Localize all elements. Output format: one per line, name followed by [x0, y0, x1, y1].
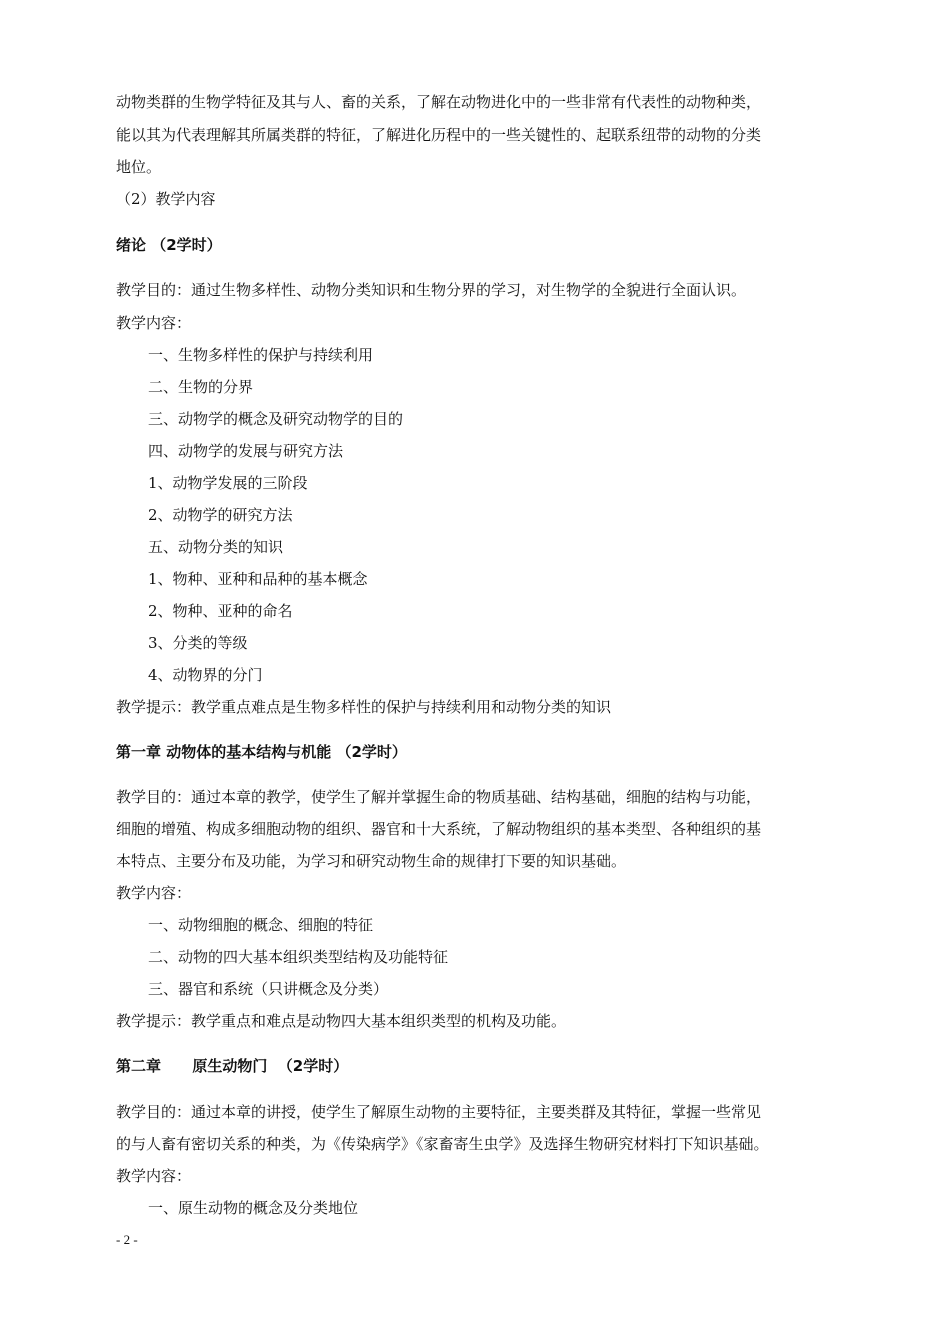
list-item: 2、动物学的研究方法	[148, 506, 293, 524]
list-item: 五、动物分类的知识	[148, 538, 284, 556]
paragraph-line: 细胞的增殖、构成多细胞动物的组织、器官和十大系统，了解动物组织的基本类型、各种组织的基	[116, 820, 762, 838]
paragraph-line: 能以其为代表理解其所属类群的特征，了解进化历程中的一些关键性的、起联系纽带的动物的分类	[116, 126, 762, 144]
list-item: 二、生物的分界	[148, 378, 254, 396]
paragraph-line: 地位。	[116, 158, 162, 176]
paragraph-line: 教学内容：	[116, 884, 192, 902]
paragraph-line: 的与人畜有密切关系的种类，为《传染病学》《家畜寄生虫学》及选择生物研究材料打下知识基础。	[116, 1135, 769, 1153]
paragraph-line: 教学目的：通过本章的教学，使学生了解并掌握生命的物质基础、结构基础，细胞的结构与功能，	[116, 788, 762, 806]
paragraph-line: 教学目的：通过本章的讲授，使学生了解原生动物的主要特征，主要类群及其特征，掌握一些常见	[116, 1103, 762, 1121]
list-item: 三、动物学的概念及研究动物学的目的	[148, 410, 404, 428]
list-item: 四、动物学的发展与研究方法	[148, 442, 344, 460]
subsection-heading: （2）教学内容	[116, 190, 216, 208]
list-item: 一、动物细胞的概念、细胞的特征	[148, 916, 374, 934]
paragraph-line: 动物类群的生物学特征及其与人、畜的关系，了解在动物进化中的一些非常有代表性的动物种类，	[116, 93, 762, 111]
list-item: 3、分类的等级	[148, 634, 248, 652]
list-item: 一、原生动物的概念及分类地位	[148, 1199, 359, 1217]
list-item: 一、生物多样性的保护与持续利用	[148, 346, 374, 364]
list-item: 4、动物界的分门	[148, 666, 263, 684]
paragraph-line: 教学内容：	[116, 1167, 192, 1185]
paragraph-line: 教学内容：	[116, 314, 192, 332]
list-item: 1、动物学发展的三阶段	[148, 474, 308, 492]
list-item: 2、物种、亚种的命名	[148, 602, 293, 620]
section-heading: 绪论 （2学时）	[116, 236, 222, 254]
page-number: - 2 -	[116, 1232, 138, 1247]
paragraph-line: 本特点、主要分布及功能，为学习和研究动物生命的规律打下要的知识基础。	[116, 852, 627, 870]
paragraph-line: 教学提示：教学重点难点是生物多样性的保护与持续利用和动物分类的知识	[116, 698, 612, 716]
section-heading: 第二章 原生动物门 （2学时）	[116, 1057, 349, 1075]
list-item: 二、动物的四大基本组织类型结构及功能特征	[148, 948, 449, 966]
section-heading: 第一章 动物体的基本结构与机能 （2学时）	[116, 743, 407, 761]
list-item: 三、器官和系统（只讲概念及分类）	[148, 980, 389, 998]
list-item: 1、物种、亚种和品种的基本概念	[148, 570, 368, 588]
paragraph-line: 教学提示：教学重点和难点是动物四大基本组织类型的机构及功能。	[116, 1012, 567, 1030]
paragraph-line: 教学目的：通过生物多样性、动物分类知识和生物分界的学习，对生物学的全貌进行全面认识。	[116, 281, 747, 299]
